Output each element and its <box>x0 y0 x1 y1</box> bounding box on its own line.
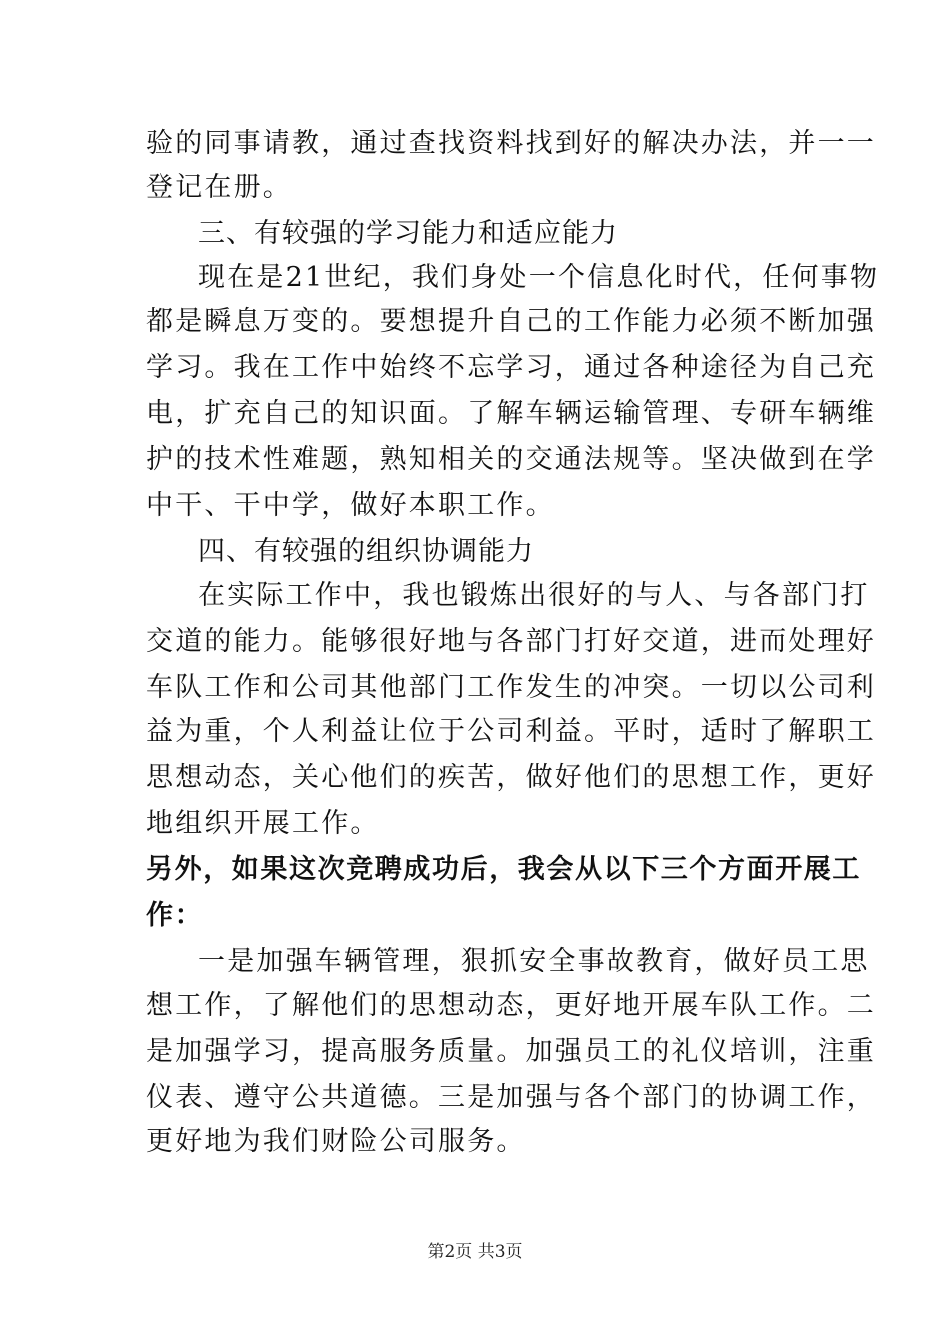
body-text-line: 益为重，个人利益让位于公司利益。平时，适时了解职工 <box>146 716 876 747</box>
bold-paragraph-line: 另外，如果这次竞聘成功后，我会从以下三个方面开展工 <box>146 854 861 885</box>
body-text-line: 都是瞬息万变的。要想提升自己的工作能力必须不断加强 <box>146 306 876 337</box>
body-text-line: 学习。我在工作中始终不忘学习，通过各种途径为自己充 <box>146 352 876 383</box>
body-text-line: 仪表、遵守公共道德。三是加强与各个部门的协调工作， <box>146 1082 876 1113</box>
body-text-line: 是加强学习，提高服务质量。加强员工的礼仪培训，注重 <box>146 1036 876 1067</box>
section-heading: 四、有较强的组织协调能力 <box>198 536 534 567</box>
body-text-line: 中干、干中学，做好本职工作。 <box>146 490 555 521</box>
body-text-line: 地组织开展工作。 <box>146 808 380 839</box>
body-text-line: 登记在册。 <box>146 172 292 203</box>
body-text-line: 电，扩充自己的知识面。了解车辆运输管理、专研车辆维 <box>146 398 876 429</box>
body-text-line: 更好地为我们财险公司服务。 <box>146 1126 526 1157</box>
body-text-line: 车队工作和公司其他部门工作发生的冲突。一切以公司利 <box>146 672 876 703</box>
body-text-line: 验的同事请教，通过查找资料找到好的解决办法，并一一 <box>146 128 876 159</box>
body-text-line: 一是加强车辆管理，狠抓安全事故教育，做好员工思 <box>198 946 870 977</box>
body-text-line: 护的技术性难题，熟知相关的交通法规等。坚决做到在学 <box>146 444 876 475</box>
section-heading: 三、有较强的学习能力和适应能力 <box>198 218 618 249</box>
page-footer: 第2页 共3页 <box>427 1242 523 1262</box>
bold-paragraph-line: 作： <box>146 900 204 931</box>
body-text-line: 现在是21世纪，我们身处一个信息化时代，任何事物 <box>198 262 880 293</box>
body-text-line: 在实际工作中，我也锻炼出很好的与人、与各部门打 <box>198 580 870 611</box>
body-text-line: 思想动态，关心他们的疾苦，做好他们的思想工作，更好 <box>146 762 876 793</box>
body-text-line: 想工作，了解他们的思想动态，更好地开展车队工作。二 <box>146 990 876 1021</box>
body-text-line: 交道的能力。能够很好地与各部门打好交道，进而处理好 <box>146 626 876 657</box>
